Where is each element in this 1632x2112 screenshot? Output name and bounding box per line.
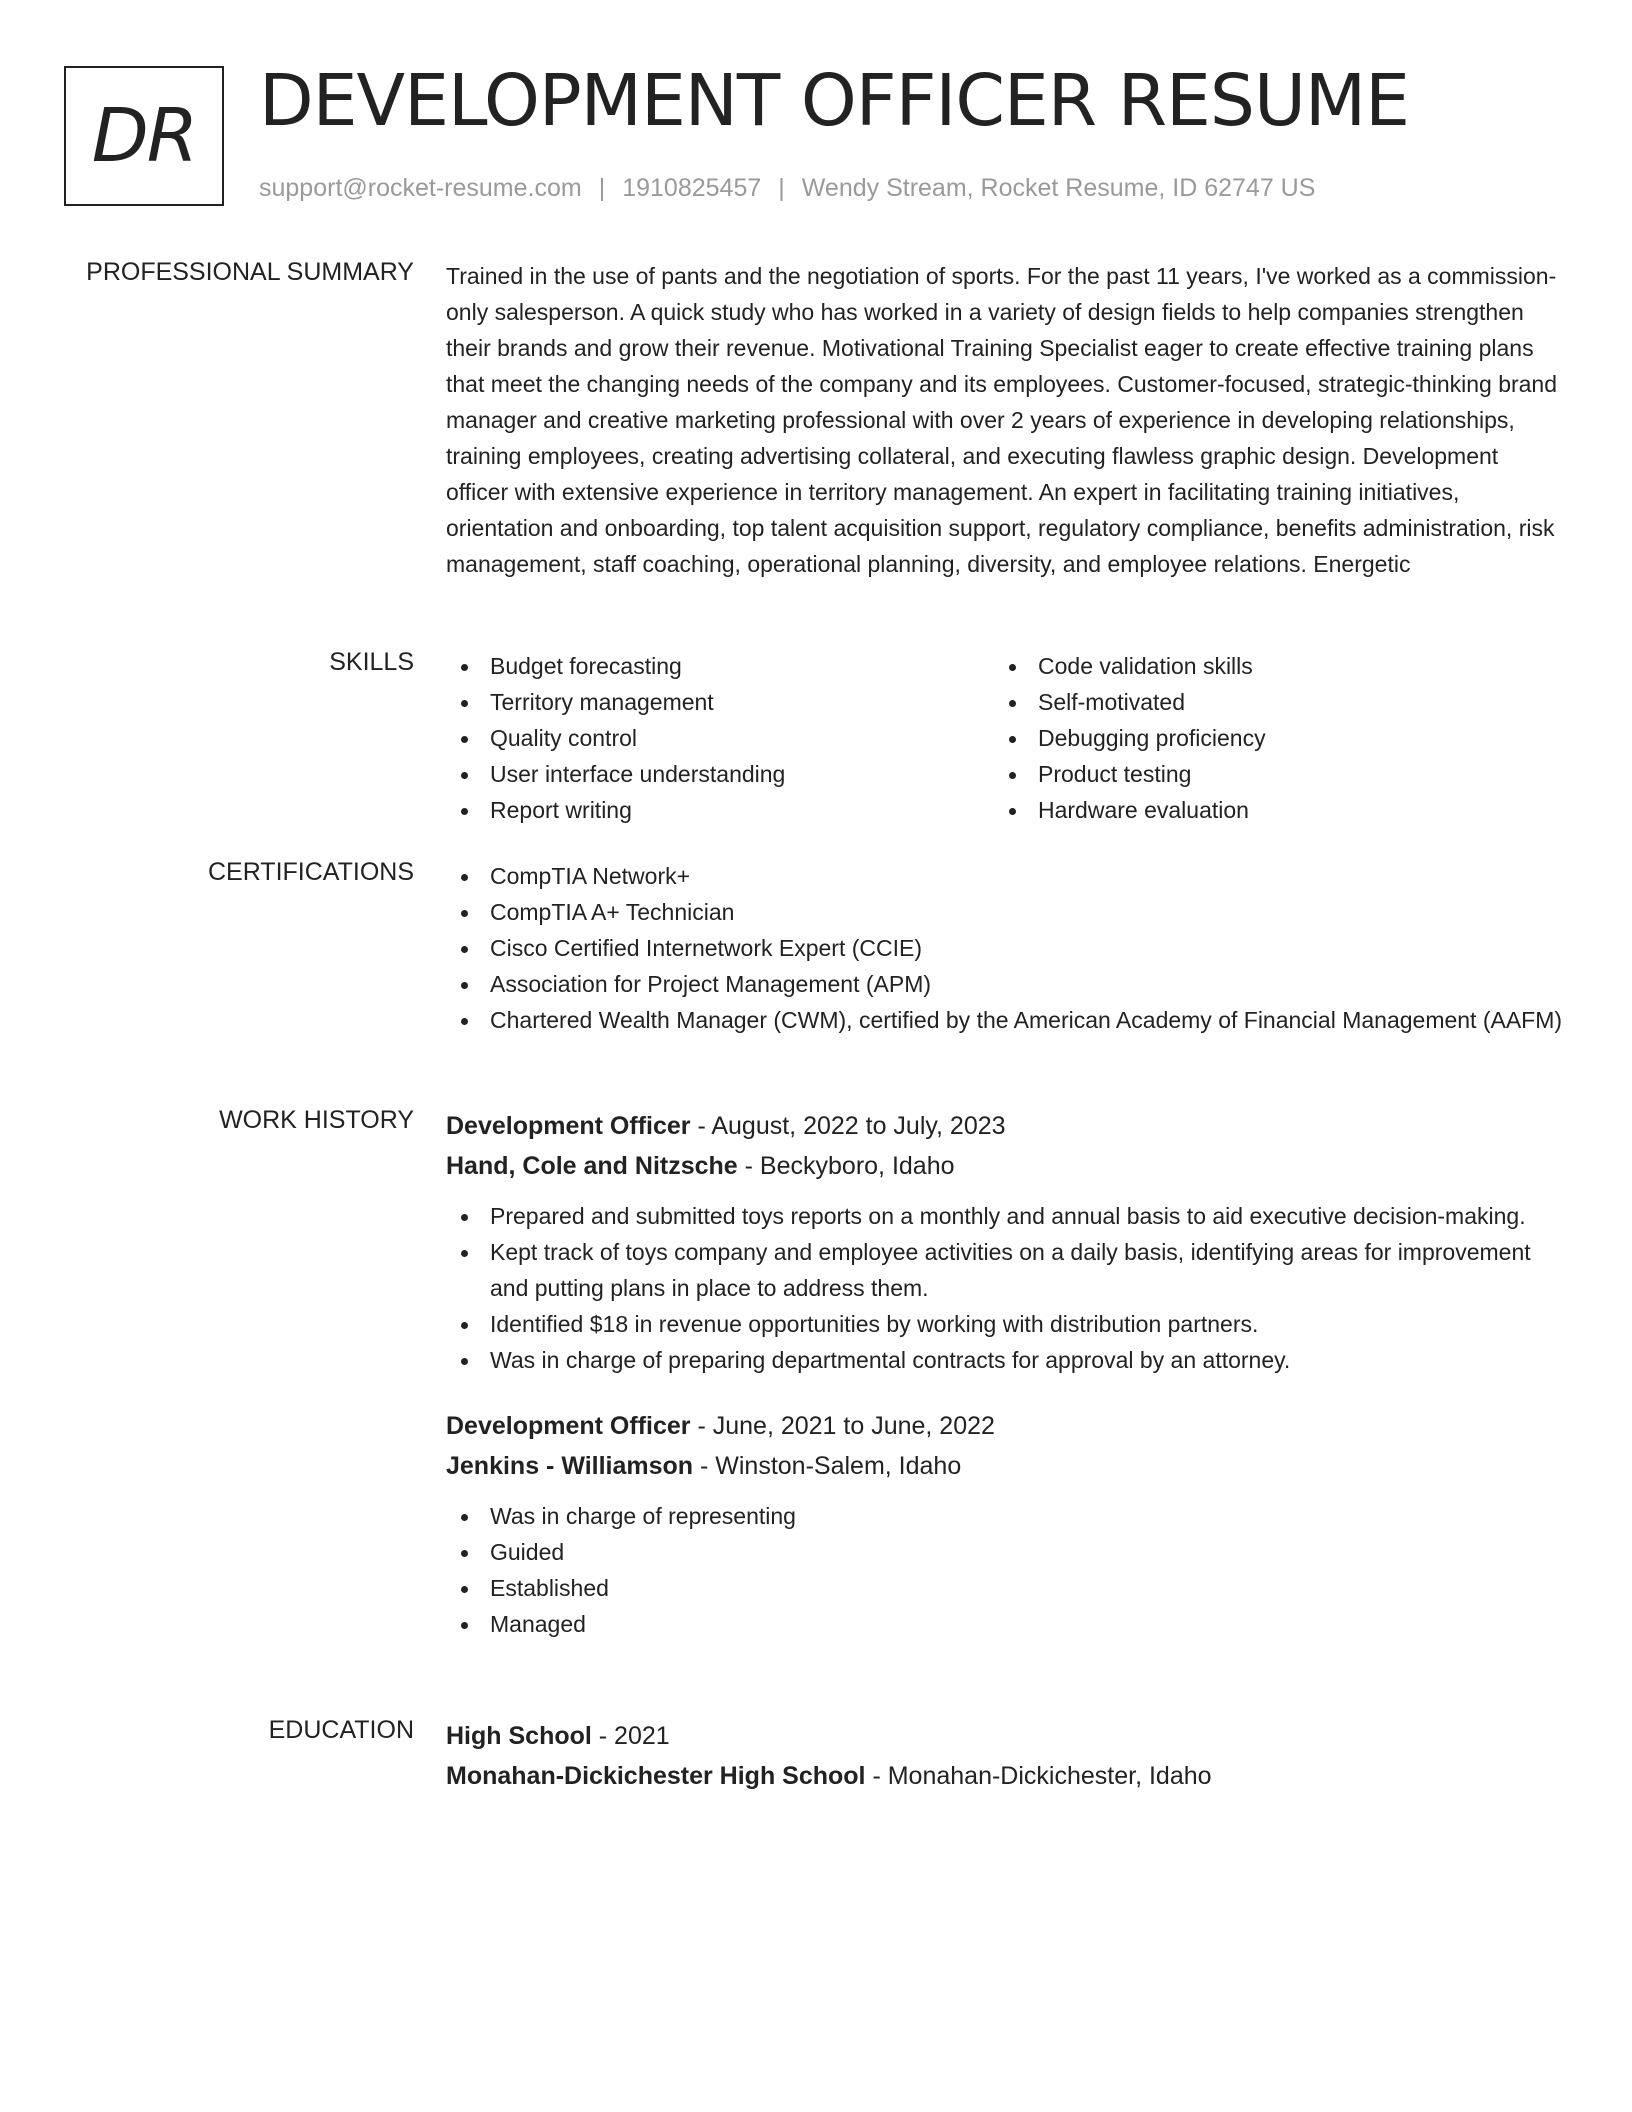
job-bullets: [446, 1498, 1566, 1642]
job-company: Jenkins - Williamson: [446, 1452, 694, 1480]
skill-item: User interface understanding: [446, 756, 994, 792]
skill-item: Code validation skills: [994, 648, 1542, 684]
job-location: - Beckyboro, Idaho: [737, 1152, 955, 1180]
education-school-line: [446, 1756, 1566, 1796]
contact-address: Wendy Stream, Rocket Resume, ID 62747 US: [801, 174, 1316, 202]
contact-separator: |: [778, 174, 785, 202]
certification-item: CompTIA Network+: [446, 858, 1566, 894]
job-bullet: Was in charge of representing: [446, 1498, 1566, 1534]
skills-list-right: [994, 648, 1542, 828]
section-label-summary: PROFESSIONAL SUMMARY: [86, 258, 414, 286]
contact-separator: |: [598, 174, 606, 202]
job-bullet: Identified $18 in revenue opportunities by working with distribution partners.: [446, 1306, 1566, 1342]
job-dates: - June, 2021 to June, 2022: [690, 1412, 995, 1440]
skills-list-left: [446, 648, 994, 828]
job-location: - Winston-Salem, Idaho: [693, 1452, 962, 1480]
skill-item: Quality control: [446, 720, 994, 756]
job-bullet: Guided: [446, 1534, 1566, 1570]
job-bullet: Established: [446, 1570, 1566, 1606]
job-bullets: [446, 1198, 1566, 1378]
summary-text: Trained in the use of pants and the negotiation of sports. For the past 11 years, I've worked as a commission-only salesperson. A quick study who has worked in a variety of design fields to help companies strengthen their brands and grow their revenue. Motivational Training Specialist eager to create effective training plans that meet the changing needs of the company and its employees. Customer-focused, strategic-thinking brand manager and creative marketing professional with over 2 years of experience in developing relationships, training employees, creating advertising collateral, and executing flawless graphic design. Development officer with extensive experience in territory management. An expert in facilitating training initiatives, orientation and onboarding, top talent acquisition support, regulatory compliance, benefits administration, risk management, staff coaching, operational planning, diversity, and employee relations. Energetic: [446, 263, 1558, 577]
certification-item: Cisco Certified Internetwork Expert (CCIE): [446, 930, 1566, 966]
contact-phone[interactable]: 1910825457: [622, 174, 762, 202]
skill-item: Budget forecasting: [446, 648, 994, 684]
contact-line: [259, 174, 1315, 203]
job-title: Development Officer: [446, 1112, 691, 1140]
job-company: Hand, Cole and Nitzsche: [446, 1152, 738, 1180]
education-school: Monahan-Dickichester High School: [446, 1762, 866, 1790]
certification-item: CompTIA A+ Technician: [446, 894, 1566, 930]
section-label-certifications: CERTIFICATIONS: [207, 858, 414, 886]
education-location: - Monahan-Dickichester, Idaho: [865, 1762, 1212, 1790]
job-title: Development Officer: [446, 1412, 691, 1440]
resume-title: DEVELOPMENT OFFICER RESUME: [259, 59, 1410, 142]
skill-item: Territory management: [446, 684, 994, 720]
section-label-education: EDUCATION: [268, 1716, 414, 1744]
job-bullet: Prepared and submitted toys reports on a monthly and annual basis to aid executive decision-making.: [446, 1198, 1566, 1234]
job-entry: [446, 1406, 1566, 1642]
education-degree-line: [446, 1716, 1566, 1756]
skill-item: Hardware evaluation: [994, 792, 1542, 828]
section-label-skills: SKILLS: [329, 648, 414, 676]
job-bullet: Was in charge of preparing departmental contracts for approval by an attorney.: [446, 1342, 1566, 1378]
skill-item: Report writing: [446, 792, 994, 828]
education-degree: High School: [446, 1722, 592, 1750]
skill-item: Self-motivated: [994, 684, 1542, 720]
contact-email[interactable]: support@rocket-resume.com: [259, 174, 582, 202]
job-company-line: [446, 1146, 1566, 1186]
certification-item: Chartered Wealth Manager (CWM), certified by the American Academy of Financial Management (AAFM): [446, 1002, 1566, 1038]
certifications-list: [446, 858, 1566, 1038]
skill-item: Debugging proficiency: [994, 720, 1542, 756]
skill-item: Product testing: [994, 756, 1542, 792]
job-bullet: Managed: [446, 1606, 1566, 1642]
job-title-line: [446, 1406, 1566, 1446]
job-entry: [446, 1106, 1566, 1378]
job-title-line: [446, 1106, 1566, 1146]
job-bullet: Kept track of toys company and employee activities on a daily basis, identifying areas for improvement and putting plans in place to address them.: [446, 1234, 1566, 1306]
monogram-badge: DR: [64, 66, 224, 206]
job-company-line: [446, 1446, 1566, 1486]
section-label-work-history: WORK HISTORY: [219, 1106, 414, 1134]
job-dates: - August, 2022 to July, 2023: [690, 1112, 1006, 1140]
education-year: - 2021: [591, 1722, 670, 1750]
certification-item: Association for Project Management (APM): [446, 966, 1566, 1002]
